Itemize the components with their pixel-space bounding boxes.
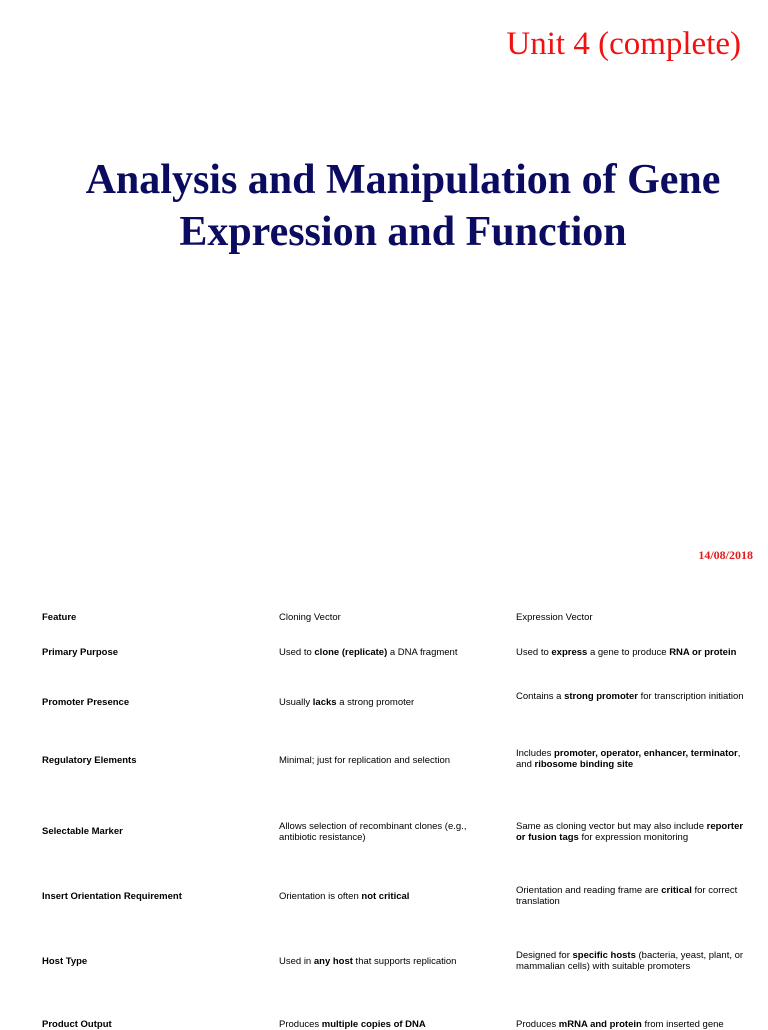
row-feature: Insert Orientation Requirement	[42, 891, 182, 902]
row-feature: Product Output	[42, 1019, 112, 1030]
document-date: 14/08/2018	[698, 548, 753, 562]
row-expression-vector: Orientation and reading frame are critical for correct translation	[516, 885, 738, 907]
row-cloning-vector: Used to clone (replicate) a DNA fragment	[279, 647, 458, 658]
row-feature: Host Type	[42, 956, 88, 967]
row-cloning-vector: Usually lacks a strong promoter	[279, 697, 415, 708]
table-header-expression-vector: Expression Vector	[516, 612, 593, 623]
row-feature: Selectable Marker	[42, 826, 123, 837]
table-header-cloning-vector: Cloning Vector	[279, 612, 341, 623]
row-expression-vector: Used to express a gene to produce RNA or protein	[516, 647, 737, 658]
row-expression-vector: Includes promoter, operator, enhancer, terminator, and ribosome binding site	[516, 748, 741, 770]
row-expression-vector: Same as cloning vector but may also include reporter or fusion tags for expression monitoring	[516, 821, 744, 843]
row-cloning-vector: Orientation is often not critical	[279, 891, 410, 902]
row-expression-vector: Designed for specific hosts (bacteria, yeast, plant, or mammalian cells) with suitable promoters	[516, 950, 744, 972]
unit-label: Unit 4 (complete)	[506, 26, 741, 62]
row-cloning-vector: Minimal; just for replication and selection	[279, 755, 451, 766]
row-cloning-vector: Used in any host that supports replication	[279, 956, 457, 967]
row-feature: Regulatory Elements	[42, 755, 137, 766]
row-expression-vector: Contains a strong promoter for transcription initiation	[516, 691, 744, 702]
table-header-feature: Feature	[42, 612, 77, 623]
row-cloning-vector: Allows selection of recombinant clones (e.g., antibiotic resistance)	[279, 821, 467, 843]
row-feature: Promoter Presence	[42, 697, 130, 708]
page-title-line-1: Analysis and Manipulation of Gene	[85, 157, 721, 203]
row-feature: Primary Purpose	[42, 647, 119, 658]
row-cloning-vector: Produces multiple copies of DNA	[279, 1019, 426, 1030]
page-title-line-2: Expression and Function	[179, 209, 627, 255]
row-expression-vector: Produces mRNA and protein from inserted gene	[516, 1019, 724, 1030]
page-title	[40, 154, 766, 258]
